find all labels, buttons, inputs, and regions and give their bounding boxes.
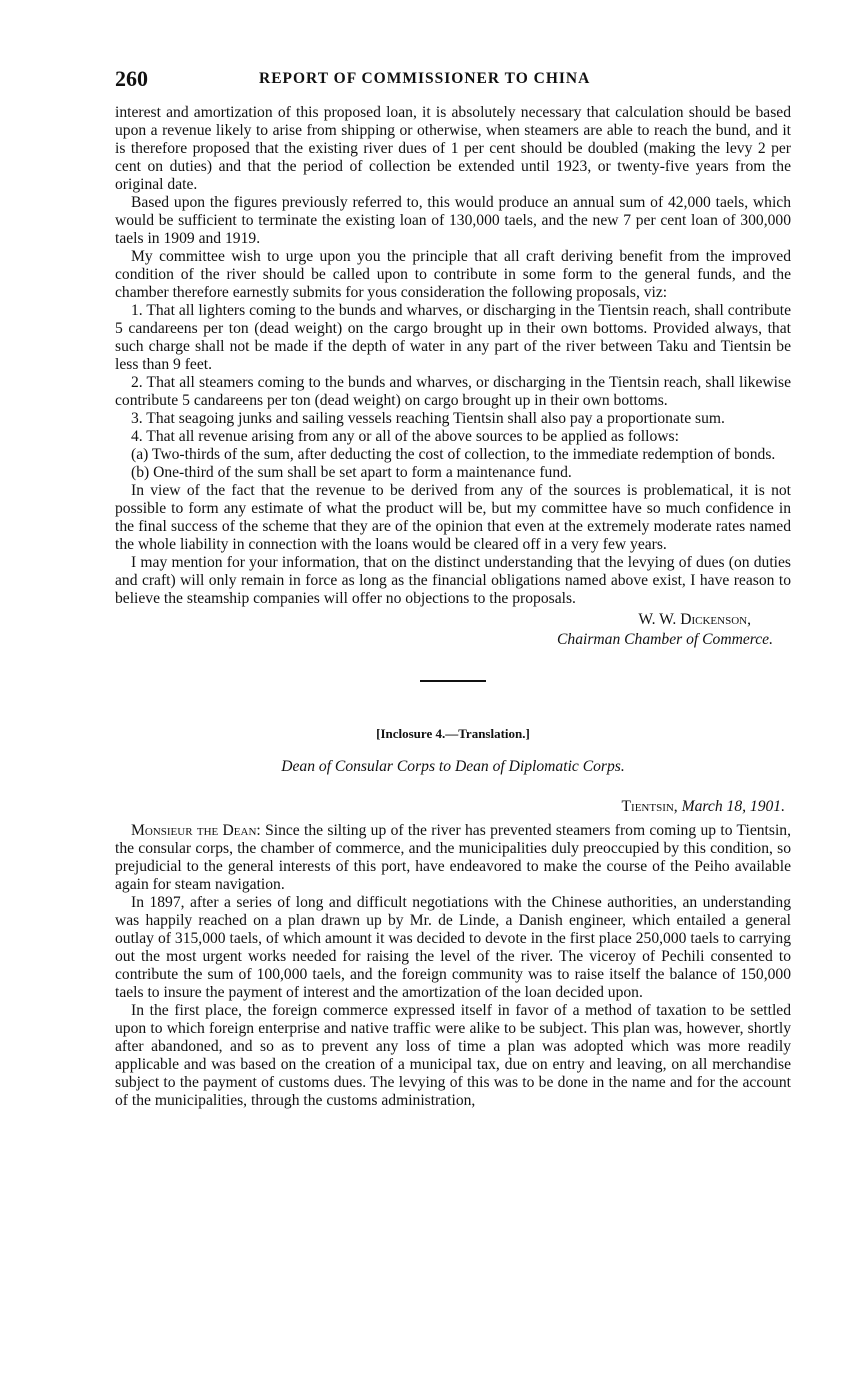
paragraph-text: Since the silting up of the river has prevented steamers from coming up to Tientsin, the consular corps, the chamber of commerce, and the municipalities duly preoccupied by this condition, so prejudicial to the general interests of this port, have endeavored to make the course of the Peiho available again for steam navigation. (115, 822, 791, 893)
signature-block (115, 610, 791, 650)
document-title: Dean of Consular Corps to Dean of Diplomatic Corps. (281, 758, 625, 775)
proposal-subitem: (b) One-third of the sum shall be set apart to form a maintenance fund. (131, 464, 572, 481)
section-divider (420, 680, 486, 682)
signature-name: W. W. Dickenson, (638, 611, 751, 628)
proposal-item: 4. That all revenue arising from any or all of the above sources to be applied as follows: (131, 428, 679, 445)
paragraph: In the first place, the foreign commerce expressed itself in favor of a method of taxation to be settled upon to which foreign enterprise and native traffic were alike to be subject. This plan was, however, shortly after abandoned, and so as to prevent any loss of time a plan was adopted which was more readily applicable and was based on the creation of a municipal tax, due on entry and leaving, on all merchandise subject to the payment of customs dues. The levying of this was to be done in the name and for the account of the municipalities, through the customs administration, (115, 1002, 791, 1109)
running-head: REPORT OF COMMISSIONER TO CHINA (259, 70, 591, 87)
proposal-item: 2. That all steamers coming to the bunds and wharves, or discharging in the Tientsin reach, shall likewise contribute 5 candareens per ton (dead weight) on cargo brought up in their own bottoms. (115, 374, 791, 409)
proposal-item: 1. That all lighters coming to the bunds and wharves, or discharging in the Tientsin reach, shall contribute 5 candareens per ton (dead weight) on the cargo brought up in their own bottoms. Provided always, that such charge shall not be made if the depth of water in any part of the river between Taku and Tientsin be less than 9 feet. (115, 302, 791, 373)
proposal-subitem: (a) Two-thirds of the sum, after deducting the cost of collection, to the immediate redemption of bonds. (131, 446, 776, 463)
paragraph: Based upon the figures previously referred to, this would produce an annual sum of 42,000 taels, which would be sufficient to terminate the existing loan of 130,000 taels, and the new 7 per cent loan of 300,000 taels in 1909 and 1919. (115, 194, 791, 247)
salutation: Monsieur the Dean: (131, 822, 261, 839)
inclosure-label: [Inclosure 4.—Translation.] (376, 726, 530, 741)
date-day: March 18, 1901. (681, 798, 785, 815)
signature-title: Chairman Chamber of Commerce. (557, 631, 773, 648)
document-page (115, 66, 791, 1110)
inclosure-letter (115, 726, 791, 1110)
paragraph (115, 822, 791, 894)
chamber-letter (115, 104, 791, 650)
paragraph: In 1897, after a series of long and difficult negotiations with the Chinese authorities, an understanding was happily reached on a plan drawn up by Mr. de Linde, a Danish engineer, which entailed a general outlay of 315,000 taels, of which amount it was decided to devote in the first place 250,000 taels to carrying out the most urgent works needed for raising the level of the river. The viceroy of Pechili consented to contribute the sum of 100,000 taels, and the foreign community was to raise itself the balance of 150,000 taels to insure the payment of interest and the amortization of the loan decided upon. (115, 894, 791, 1001)
paragraph: I may mention for your information, that on the distinct understanding that the levying of dues (on duties and craft) will only remain in force as long as the financial obligations named above exist, I have reason to believe the steamship companies will offer no objections to the proposals. (115, 554, 791, 607)
date-place: Tientsin, (621, 798, 678, 815)
page-number: 260 (115, 66, 148, 91)
paragraph: My committee wish to urge upon you the principle that all craft deriving benefit from the improved condition of the river should be called upon to contribute in some form to the general funds, and the chamber therefore earnestly submits for yous consideration the following proposals, viz: (115, 248, 791, 301)
dateline (115, 798, 791, 816)
paragraph: interest and amortization of this proposed loan, it is absolutely necessary that calculation should be based upon a revenue likely to arise from shipping or otherwise, when steamers are able to reach the bund, and it is therefore proposed that the existing river dues of 1 per cent should be doubled (making the levy 2 per cent on duties) and that the period of collection be extended until 1923, or twenty-five years from the original date. (115, 104, 791, 193)
proposal-item: 3. That seagoing junks and sailing vessels reaching Tientsin shall also pay a proportionate sum. (131, 410, 725, 427)
paragraph: In view of the fact that the revenue to be derived from any of the sources is problematical, it is not possible to form any estimate of what the product will be, but my committee have so much confidence in the final success of the scheme that they are of the opinion that even at the extremely moderate rates named the whole liability in connection with the loans would be cleared off in a very few years. (115, 482, 791, 553)
page-header (115, 66, 791, 96)
